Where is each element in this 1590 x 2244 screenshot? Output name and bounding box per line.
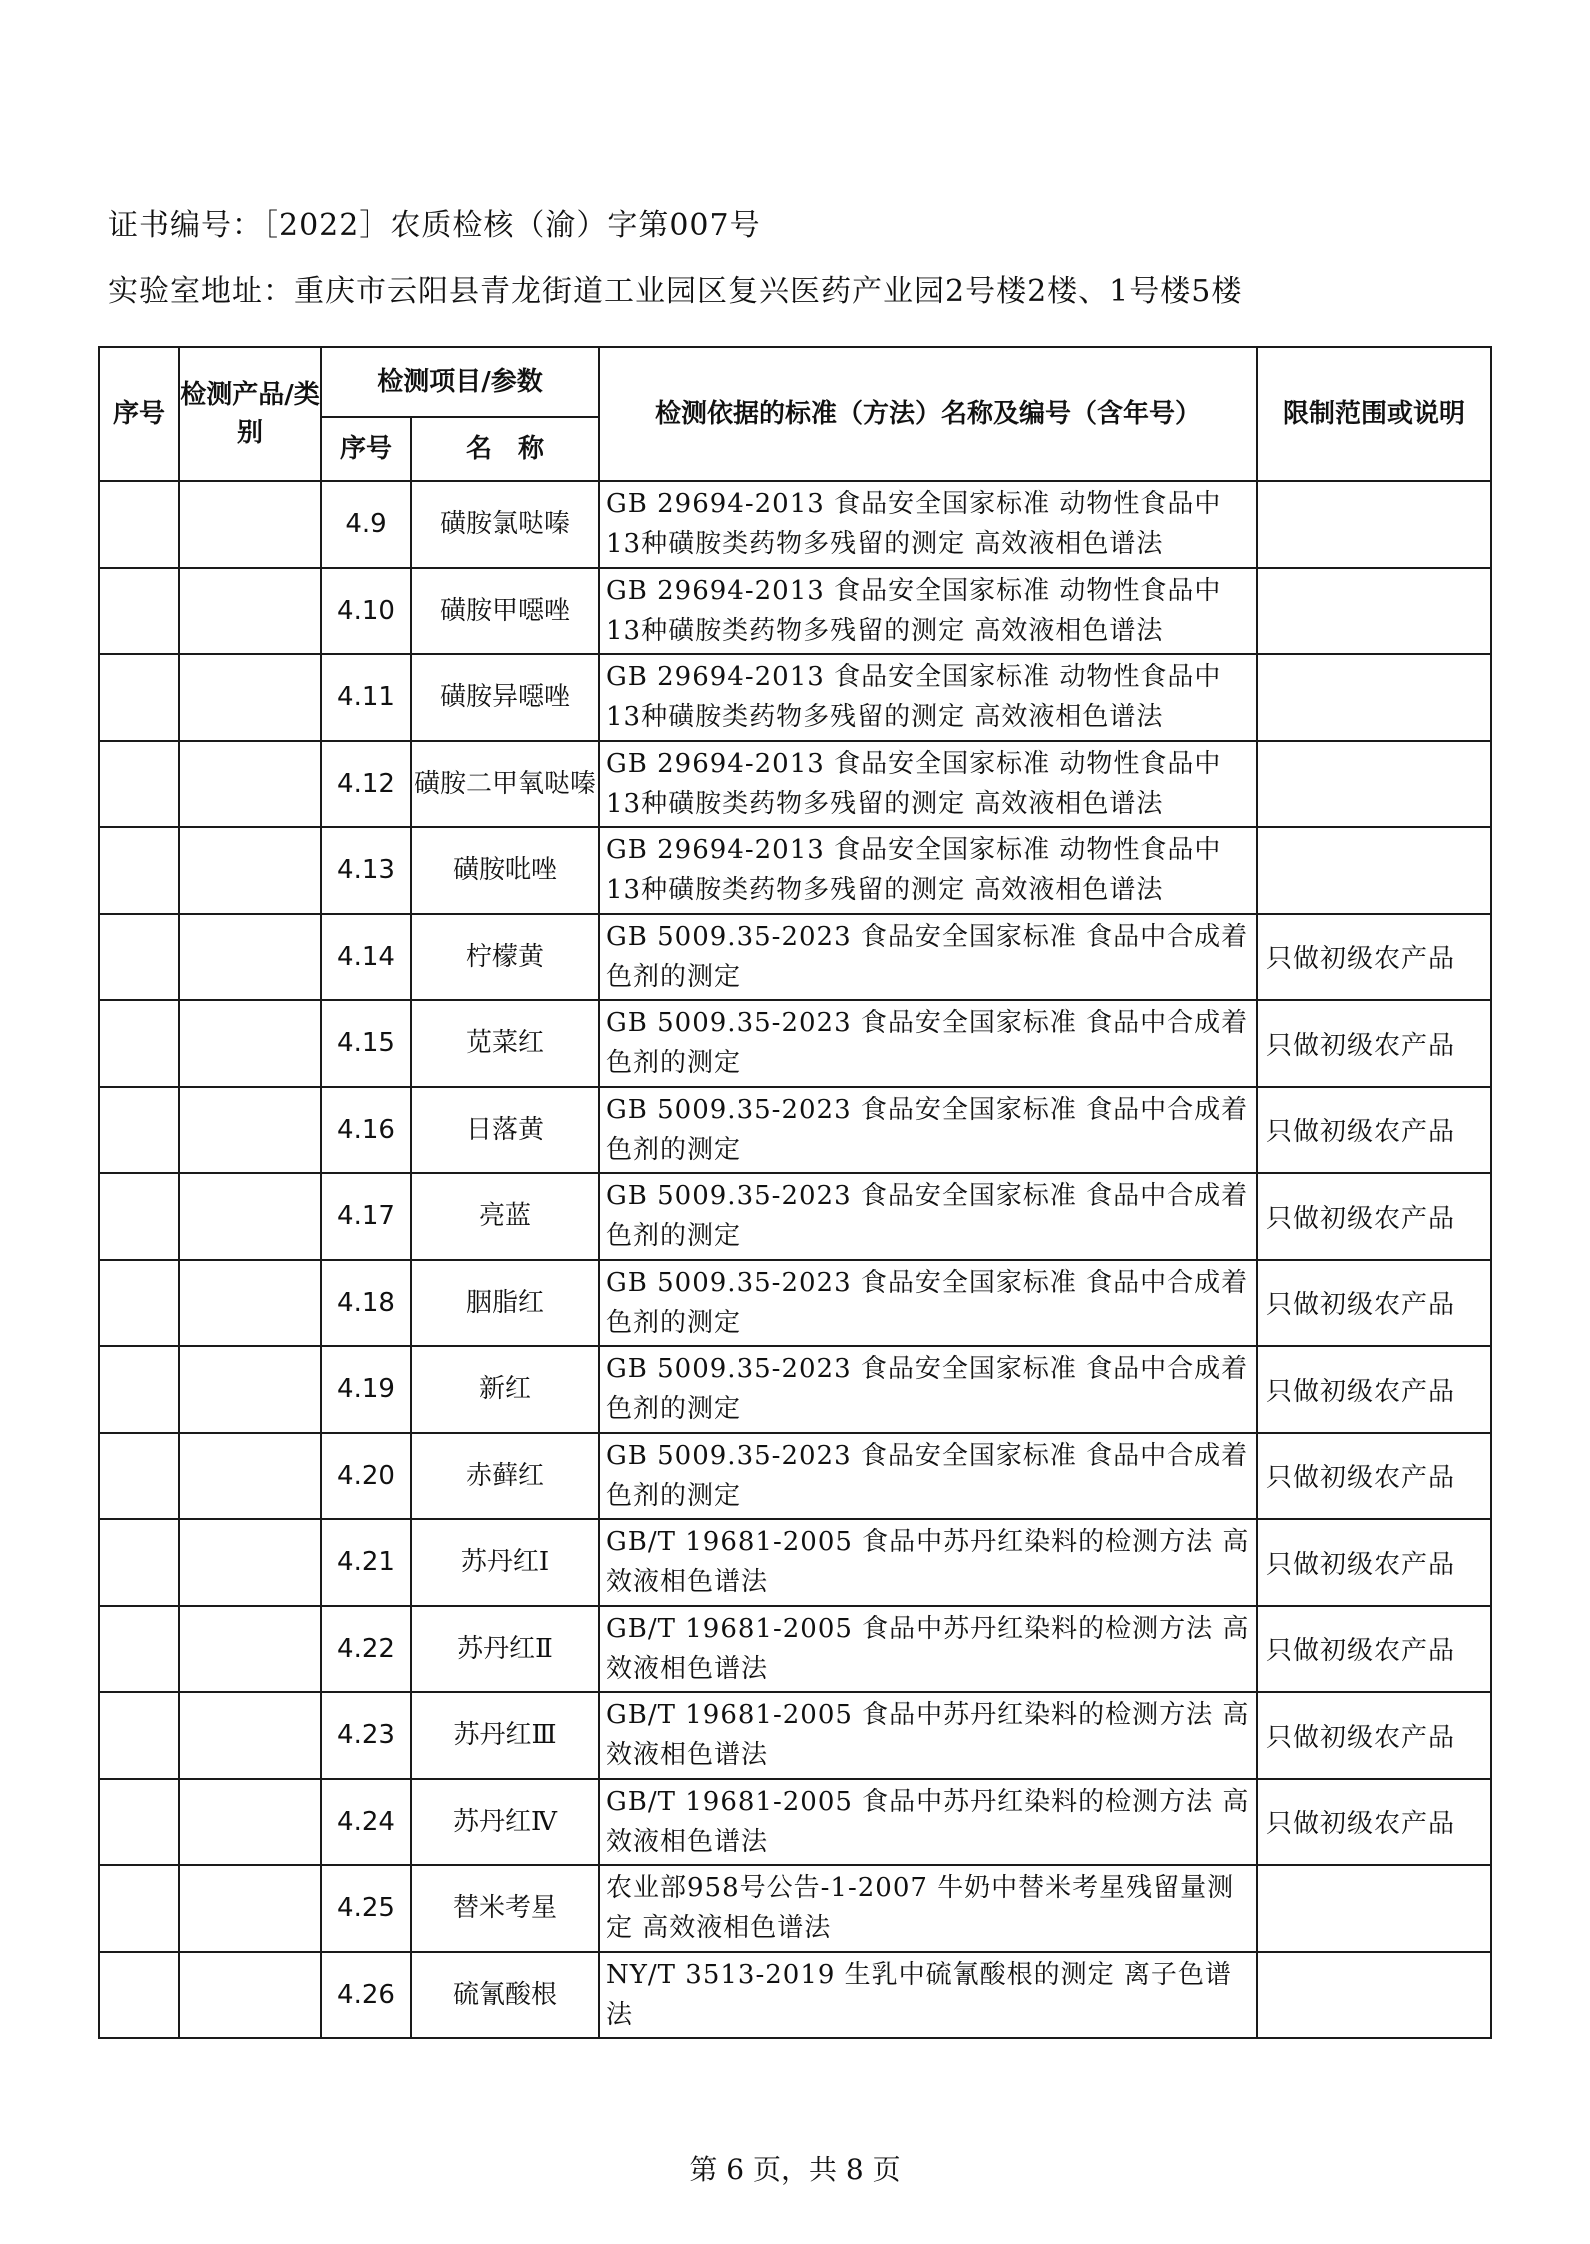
row-limit	[1257, 827, 1491, 914]
row-seq-cell	[99, 1346, 179, 1433]
row-standard: GB 5009.35-2023 食品安全国家标准 食品中合成着色剂的测定	[599, 1260, 1257, 1347]
row-product-cell	[179, 1779, 321, 1866]
table-row	[99, 1087, 1491, 1174]
row-product-cell	[179, 914, 321, 1001]
row-standard: GB 5009.35-2023 食品安全国家标准 食品中合成着色剂的测定	[599, 1346, 1257, 1433]
row-limit: 只做初级农产品	[1257, 1779, 1491, 1866]
row-product-cell	[179, 1087, 321, 1174]
row-product-cell	[179, 1173, 321, 1260]
row-item-number: 4.20	[321, 1433, 411, 1520]
row-limit	[1257, 481, 1491, 568]
row-item-name: 赤藓红	[411, 1433, 599, 1520]
row-item-name: 苏丹红Ⅳ	[411, 1779, 599, 1866]
row-item-number: 4.9	[321, 481, 411, 568]
row-item-name: 替米考星	[411, 1865, 599, 1952]
row-item-name: 新红	[411, 1346, 599, 1433]
row-limit: 只做初级农产品	[1257, 1433, 1491, 1520]
table-row	[99, 654, 1491, 741]
table-row	[99, 1346, 1491, 1433]
table-row	[99, 914, 1491, 1001]
row-item-name: 磺胺二甲氧哒嗪	[411, 741, 599, 828]
header-standard: 检测依据的标准（方法）名称及编号（含年号）	[599, 347, 1257, 481]
row-seq-cell	[99, 1952, 179, 2039]
row-seq-cell	[99, 914, 179, 1001]
header-item-group: 检测项目/参数	[321, 347, 599, 417]
row-limit: 只做初级农产品	[1257, 1346, 1491, 1433]
row-item-number: 4.17	[321, 1173, 411, 1260]
row-limit	[1257, 1952, 1491, 2039]
row-seq-cell	[99, 568, 179, 655]
row-product-cell	[179, 1606, 321, 1693]
row-item-number: 4.13	[321, 827, 411, 914]
row-standard: 农业部958号公告-1-2007 牛奶中替米考星残留量测定 高效液相色谱法	[599, 1865, 1257, 1952]
row-item-number: 4.26	[321, 1952, 411, 2039]
row-standard: GB/T 19681-2005 食品中苏丹红染料的检测方法 高效液相色谱法	[599, 1519, 1257, 1606]
row-limit	[1257, 1865, 1491, 1952]
row-limit	[1257, 568, 1491, 655]
row-standard: GB 29694-2013 食品安全国家标准 动物性食品中13种磺胺类药物多残留的测定 高效液相色谱法	[599, 568, 1257, 655]
row-item-name: 磺胺氯哒嗪	[411, 481, 599, 568]
header-seq: 序号	[99, 347, 179, 481]
row-limit: 只做初级农产品	[1257, 1000, 1491, 1087]
row-limit: 只做初级农产品	[1257, 1173, 1491, 1260]
row-item-number: 4.12	[321, 741, 411, 828]
certificate-number: 证书编号：［2022］农质检核（渝）字第007号	[108, 208, 761, 243]
row-seq-cell	[99, 481, 179, 568]
row-product-cell	[179, 1692, 321, 1779]
row-item-number: 4.18	[321, 1260, 411, 1347]
row-item-number: 4.21	[321, 1519, 411, 1606]
row-item-name: 磺胺吡唑	[411, 827, 599, 914]
row-seq-cell	[99, 1087, 179, 1174]
table-body	[99, 481, 1491, 2038]
row-standard: NY/T 3513-2019 生乳中硫氰酸根的测定 离子色谱法	[599, 1952, 1257, 2039]
row-limit: 只做初级农产品	[1257, 1260, 1491, 1347]
row-seq-cell	[99, 1433, 179, 1520]
header-item-seq: 序号	[321, 417, 411, 481]
row-item-name: 苏丹红Ⅱ	[411, 1606, 599, 1693]
table-row	[99, 827, 1491, 914]
table-row	[99, 1692, 1491, 1779]
row-standard: GB 5009.35-2023 食品安全国家标准 食品中合成着色剂的测定	[599, 1000, 1257, 1087]
row-limit	[1257, 741, 1491, 828]
row-standard: GB 29694-2013 食品安全国家标准 动物性食品中13种磺胺类药物多残留的测定 高效液相色谱法	[599, 827, 1257, 914]
row-product-cell	[179, 1433, 321, 1520]
row-item-name: 苋菜红	[411, 1000, 599, 1087]
row-product-cell	[179, 1260, 321, 1347]
header-product: 检测产品/类别	[179, 347, 321, 481]
row-item-name: 磺胺甲噁唑	[411, 568, 599, 655]
header-limit: 限制范围或说明	[1257, 347, 1491, 481]
row-standard: GB 29694-2013 食品安全国家标准 动物性食品中13种磺胺类药物多残留的测定 高效液相色谱法	[599, 654, 1257, 741]
row-seq-cell	[99, 654, 179, 741]
table-row	[99, 1865, 1491, 1952]
scope-table-container	[98, 346, 1492, 2039]
row-standard: GB 29694-2013 食品安全国家标准 动物性食品中13种磺胺类药物多残留的测定 高效液相色谱法	[599, 481, 1257, 568]
row-standard: GB 5009.35-2023 食品安全国家标准 食品中合成着色剂的测定	[599, 1173, 1257, 1260]
row-seq-cell	[99, 1606, 179, 1693]
table-row	[99, 1260, 1491, 1347]
row-item-number: 4.24	[321, 1779, 411, 1866]
row-item-name: 胭脂红	[411, 1260, 599, 1347]
lab-address: 实验室地址：重庆市云阳县青龙街道工业园区复兴医药产业园2号楼2楼、1号楼5楼	[108, 274, 1243, 309]
table-row	[99, 741, 1491, 828]
row-limit: 只做初级农产品	[1257, 1606, 1491, 1693]
row-product-cell	[179, 1865, 321, 1952]
row-product-cell	[179, 1346, 321, 1433]
row-product-cell	[179, 481, 321, 568]
row-seq-cell	[99, 1519, 179, 1606]
table-row	[99, 568, 1491, 655]
row-standard: GB 5009.35-2023 食品安全国家标准 食品中合成着色剂的测定	[599, 914, 1257, 1001]
table-row	[99, 1952, 1491, 2039]
row-limit	[1257, 654, 1491, 741]
page-number: 第 6 页，共 8 页	[689, 2153, 901, 2186]
row-limit: 只做初级农产品	[1257, 1087, 1491, 1174]
row-item-number: 4.15	[321, 1000, 411, 1087]
row-item-number: 4.11	[321, 654, 411, 741]
row-item-number: 4.23	[321, 1692, 411, 1779]
row-standard: GB 5009.35-2023 食品安全国家标准 食品中合成着色剂的测定	[599, 1433, 1257, 1520]
table-row	[99, 1606, 1491, 1693]
row-product-cell	[179, 741, 321, 828]
table-row	[99, 1519, 1491, 1606]
row-limit: 只做初级农产品	[1257, 1692, 1491, 1779]
row-standard: GB/T 19681-2005 食品中苏丹红染料的检测方法 高效液相色谱法	[599, 1606, 1257, 1693]
row-product-cell	[179, 654, 321, 741]
scope-table	[98, 346, 1492, 2039]
header-item-name: 名 称	[411, 417, 599, 481]
row-standard: GB 5009.35-2023 食品安全国家标准 食品中合成着色剂的测定	[599, 1087, 1257, 1174]
row-item-name: 柠檬黄	[411, 914, 599, 1001]
table-row	[99, 481, 1491, 568]
row-item-name: 亮蓝	[411, 1173, 599, 1260]
row-seq-cell	[99, 1865, 179, 1952]
row-item-name: 日落黄	[411, 1087, 599, 1174]
row-standard: GB/T 19681-2005 食品中苏丹红染料的检测方法 高效液相色谱法	[599, 1692, 1257, 1779]
row-item-number: 4.16	[321, 1087, 411, 1174]
row-item-name: 硫氰酸根	[411, 1952, 599, 2039]
row-item-name: 苏丹红Ⅰ	[411, 1519, 599, 1606]
row-item-number: 4.14	[321, 914, 411, 1001]
table-row	[99, 1779, 1491, 1866]
row-item-name: 磺胺异噁唑	[411, 654, 599, 741]
row-standard: GB 29694-2013 食品安全国家标准 动物性食品中13种磺胺类药物多残留的测定 高效液相色谱法	[599, 741, 1257, 828]
row-item-number: 4.19	[321, 1346, 411, 1433]
row-product-cell	[179, 1519, 321, 1606]
row-product-cell	[179, 568, 321, 655]
row-product-cell	[179, 827, 321, 914]
row-product-cell	[179, 1000, 321, 1087]
table-row	[99, 1173, 1491, 1260]
table-row	[99, 1000, 1491, 1087]
row-item-number: 4.10	[321, 568, 411, 655]
row-seq-cell	[99, 1779, 179, 1866]
row-seq-cell	[99, 741, 179, 828]
table-row	[99, 1433, 1491, 1520]
row-item-number: 4.25	[321, 1865, 411, 1952]
row-seq-cell	[99, 827, 179, 914]
row-item-number: 4.22	[321, 1606, 411, 1693]
row-seq-cell	[99, 1692, 179, 1779]
row-seq-cell	[99, 1173, 179, 1260]
row-limit: 只做初级农产品	[1257, 1519, 1491, 1606]
row-seq-cell	[99, 1260, 179, 1347]
row-product-cell	[179, 1952, 321, 2039]
row-standard: GB/T 19681-2005 食品中苏丹红染料的检测方法 高效液相色谱法	[599, 1779, 1257, 1866]
row-limit: 只做初级农产品	[1257, 914, 1491, 1001]
row-seq-cell	[99, 1000, 179, 1087]
row-item-name: 苏丹红Ⅲ	[411, 1692, 599, 1779]
